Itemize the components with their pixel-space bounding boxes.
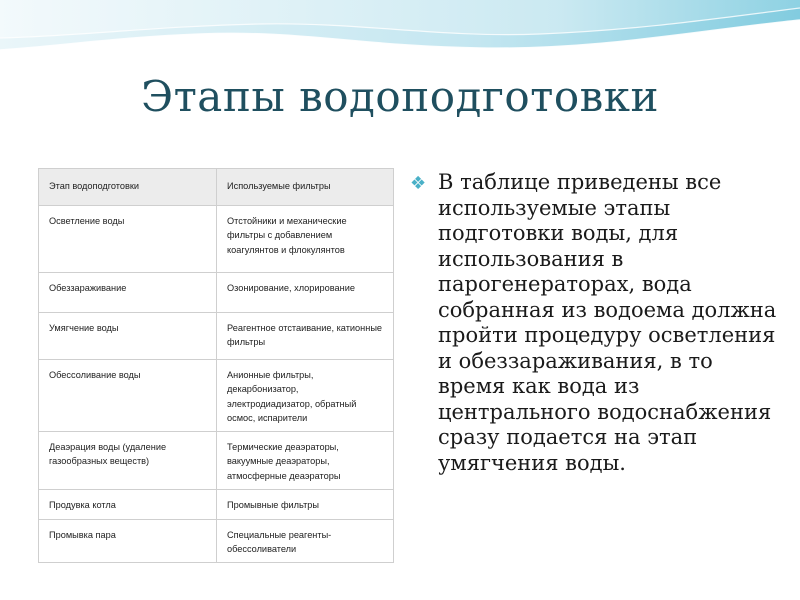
stages-table	[38, 168, 394, 563]
cell-filters: Реагентное отстаивание, катионные фильтры	[217, 313, 394, 360]
cell-filters: Анионные фильтры, декарбонизатор, электродиадизатор, обратный осмос, испарители	[217, 360, 394, 432]
stages-table-container	[38, 168, 393, 563]
page-title: Этапы водоподготовки	[140, 72, 660, 121]
cell-stage: Промывка пара	[39, 519, 217, 563]
header-filters: Используемые фильтры	[217, 169, 394, 206]
table-header-row	[39, 169, 394, 206]
cell-stage: Обеззараживание	[39, 273, 217, 313]
cell-filters: Специальные реагенты-обессоливатели	[217, 519, 394, 563]
decorative-waves	[0, 0, 800, 70]
cell-stage: Умягчение воды	[39, 313, 217, 360]
table-row	[39, 206, 394, 273]
bullet-text: В таблице приведены все используемые этапы подготовки воды, для использования в парогенераторах, вода собранная из водоема должна пройти процедуру осветления и обеззараживания, в то время как вода из центрального водоснабжения сразу подается на этап умягчения воды.	[438, 170, 777, 475]
bullet-icon: ❖	[410, 173, 427, 194]
table-row	[39, 273, 394, 313]
cell-filters: Промывные фильтры	[217, 489, 394, 519]
cell-stage: Обессоливание воды	[39, 360, 217, 432]
cell-filters: Озонирование, хлорирование	[217, 273, 394, 313]
table-row	[39, 432, 394, 490]
cell-stage: Деаэрация воды (удаление газообразных веществ)	[39, 432, 217, 490]
header-stage: Этап водоподготовки	[39, 169, 217, 206]
cell-filters: Отстойники и механические фильтры с добавлением коагулянтов и флокулянтов	[217, 206, 394, 273]
table-row	[39, 519, 394, 563]
cell-stage: Продувка котла	[39, 489, 217, 519]
table-row	[39, 360, 394, 432]
table-row	[39, 489, 394, 519]
cell-filters: Термические деаэраторы, вакуумные деаэраторы, атмосферные деаэраторы	[217, 432, 394, 490]
bullet-paragraph	[410, 170, 780, 476]
cell-stage: Осветление воды	[39, 206, 217, 273]
table-row	[39, 313, 394, 360]
